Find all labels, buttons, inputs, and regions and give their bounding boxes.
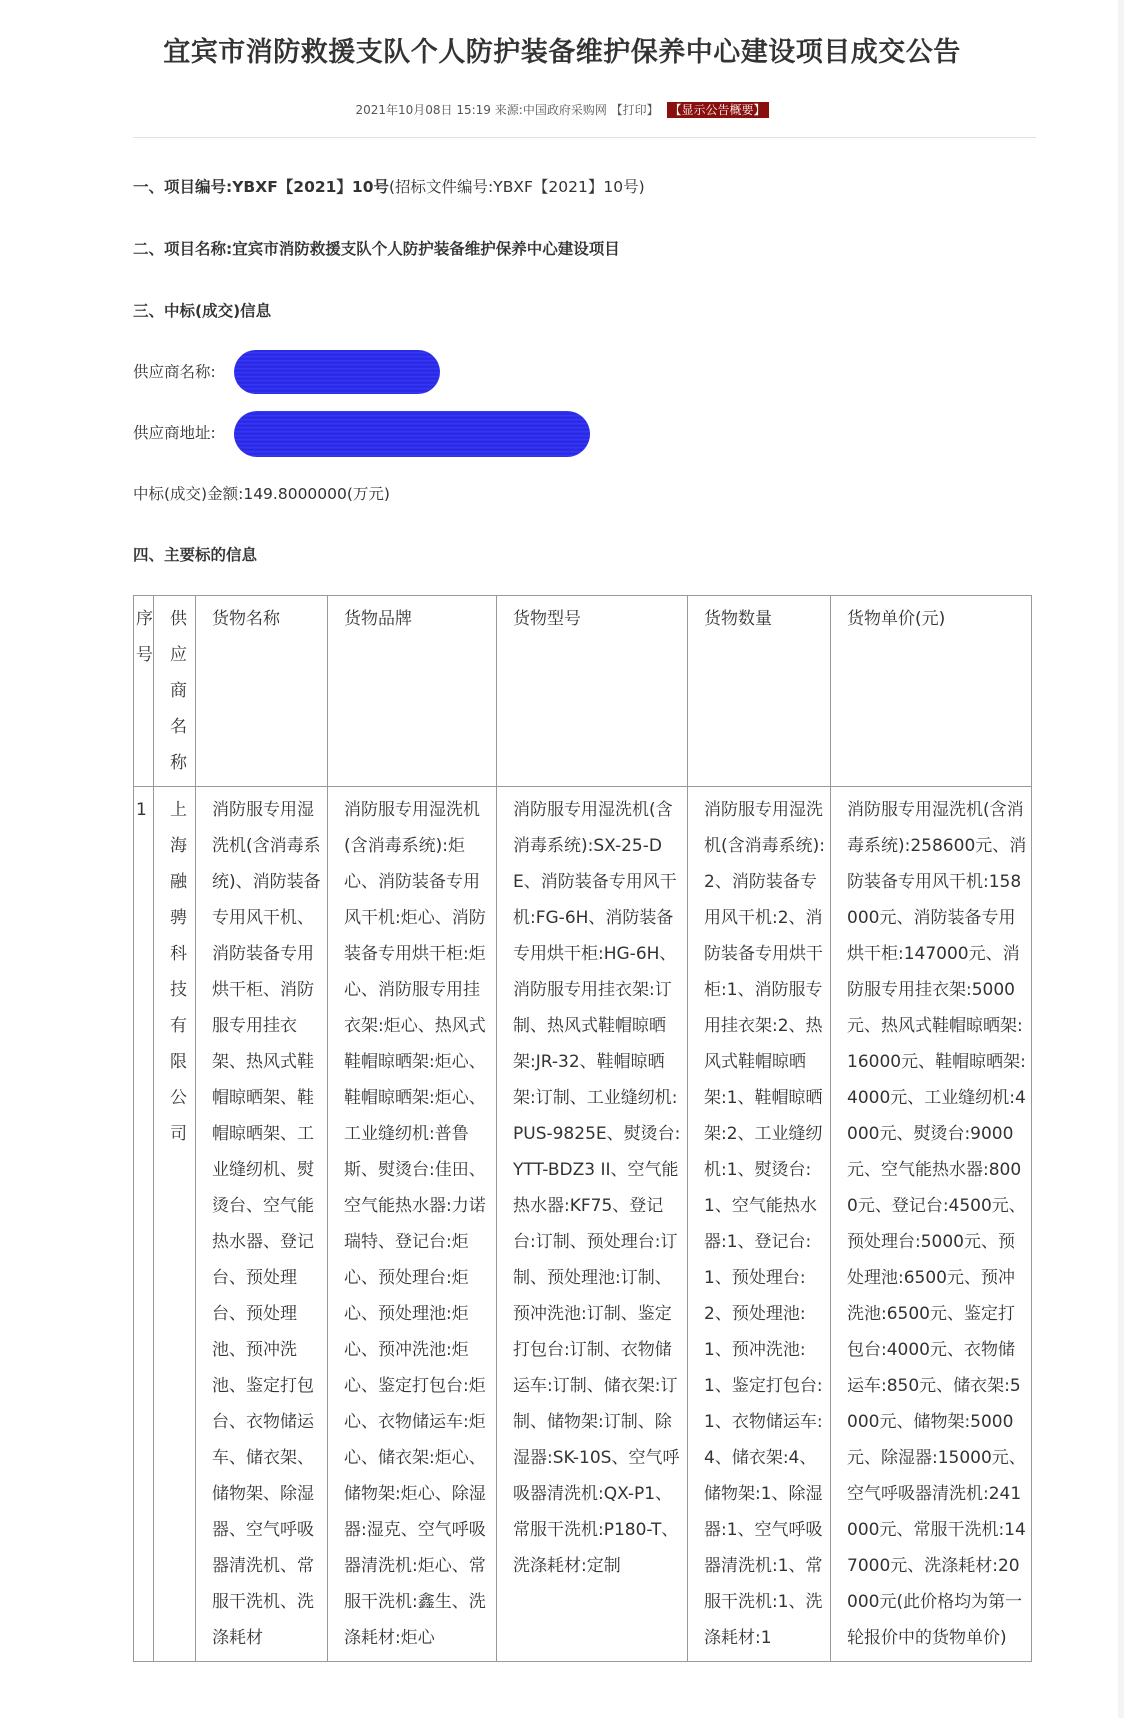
supplier-name-label: 供应商名称:	[133, 363, 216, 381]
main-subject-heading: 四、主要标的信息	[133, 546, 258, 564]
project-name-line	[133, 237, 620, 259]
table-row	[134, 787, 1032, 1662]
project-number-label: 一、项目编号:	[133, 178, 233, 196]
supplier-address-label: 供应商地址:	[133, 424, 216, 442]
project-name-value: 宜宾市消防救援支队个人防护装备维护保养中心建设项目	[232, 240, 620, 258]
show-summary-button[interactable]: 【显示公告概要】	[667, 102, 769, 118]
header-divider	[133, 137, 1036, 138]
source-label: 来源:	[494, 103, 523, 117]
page-title: 宜宾市消防救援支队个人防护装备维护保养中心建设项目成交公告	[163, 37, 961, 68]
table-header-row	[134, 596, 1032, 787]
header-cell-goods-name: 货物名称	[196, 596, 328, 787]
cell-supplier: 上海融骋科技有限公司	[154, 787, 196, 1662]
header-cell-quantity: 货物数量	[688, 596, 831, 787]
header-cell-model: 货物型号	[497, 596, 688, 787]
project-name-label: 二、项目名称:	[133, 240, 233, 258]
cell-quantity: 消防服专用湿洗机(含消毒系统):2、消防装备专用风干机:2、消防装备专用烘干柜:1、消防服专用挂衣架:2、热风式鞋帽晾晒架:1、鞋帽晾晒架:2、工业缝纫机:1、熨烫台:1、空气能热水器:1、登记台:1、预处理台:2、预处理池:1、预冲洗池:1、鉴定打包台:1、衣物储运车:4、储衣架:4、储物架:1、除湿器:1、空气呼吸器清洗机:1、常服干洗机:1、洗涤耗材:1	[688, 787, 831, 1662]
cell-no: 1	[134, 787, 154, 1662]
cell-unit-price: 消防服专用湿洗机(含消毒系统):258600元、消防装备专用风干机:158000元、消防装备专用烘干柜:147000元、消防服专用挂衣架:5000元、热风式鞋帽晾晒架:16000元、鞋帽晾晒架:4000元、工业缝纫机:4000元、熨烫台:9000元、空气能热水器:8000元、登记台:4500元、预处理台:5000元、预处理池:6500元、预冲洗池:6500元、鉴定打包台:4000元、衣物储运车:850元、储衣架:5000元、储物架:5000元、除湿器:15000元、空气呼吸器清洗机:241000元、常服干洗机:147000元、洗涤耗材:20000元(此价格均为第一轮报价中的货物单价)	[831, 787, 1032, 1662]
article-meta	[0, 101, 1124, 118]
cell-brand: 消防服专用湿洗机(含消毒系统):炬心、消防装备专用风干机:炬心、消防装备专用烘干柜:炬心、消防服专用挂衣架:炬心、热风式鞋帽晾晒架:炬心、鞋帽晾晒架:炬心、工业缝纫机:普鲁斯、熨烫台:佳田、空气能热水器:力诺瑞特、登记台:炬心、预处理台:炬心、预处理池:炬心、预冲洗池:炬心、鉴定打包台:炬心、衣物储运车:炬心、储衣架:炬心、储物架:炬心、除湿器:湿克、空气呼吸器清洗机:炬心、常服干洗机:鑫生、洗涤耗材:炬心	[328, 787, 497, 1662]
publish-date: 2021年10月08日 15:19	[355, 103, 491, 117]
print-link[interactable]: 【打印】	[610, 103, 659, 117]
project-number-line	[133, 175, 645, 197]
supplier-address-redaction	[234, 411, 590, 457]
cell-goods-name: 消防服专用湿洗机(含消毒系统)、消防装备专用风干机、消防装备专用烘干柜、消防服专用挂衣架、热风式鞋帽晾晒架、鞋帽晾晒架、工业缝纫机、熨烫台、空气能热水器、登记台、预处理台、预处理池、预冲洗池、鉴定打包台、衣物储运车、储衣架、储物架、除湿器、空气呼吸器清洗机、常服干洗机、洗涤耗材	[196, 787, 328, 1662]
award-amount-label: 中标(成交)金额:	[133, 485, 244, 503]
award-amount-line	[133, 482, 390, 504]
goods-table	[133, 595, 1032, 1662]
header-cell-no: 序号	[134, 596, 154, 787]
award-amount-value: 149.8000000(万元)	[243, 485, 390, 503]
header-cell-supplier: 供应商名称	[154, 596, 196, 787]
supplier-address-line	[133, 421, 216, 443]
cell-model: 消防服专用湿洗机(含消毒系统):SX-25-DE、消防装备专用风干机:FG-6H、消防装备专用烘干柜:HG-6H、消防服专用挂衣架:订制、热风式鞋帽晾晒架:JR-32、鞋帽晾晒架:订制、工业缝纫机:PUS-9825E、熨烫台:YTT-BDZ3 II、空气能热水器:KF75、登记台:订制、预处理台:订制、预处理池:订制、预冲洗池:订制、鉴定打包台:订制、衣物储运车:订制、储衣架:订制、储物架:订制、除湿器:SK-10S、空气呼吸器清洗机:QX-P1、常服干洗机:P180-T、洗涤耗材:定制	[497, 787, 688, 1662]
supplier-name-line	[133, 360, 216, 382]
source-name: 中国政府采购网	[522, 103, 607, 117]
window-edge	[1118, 0, 1124, 1718]
supplier-name-redaction	[234, 350, 440, 394]
header-cell-brand: 货物品牌	[328, 596, 497, 787]
award-info-heading: 三、中标(成交)信息	[133, 302, 272, 320]
tender-doc-number: (招标文件编号:YBXF【2021】10号)	[389, 178, 645, 196]
project-number-value: YBXF【2021】10号	[232, 178, 389, 196]
header-cell-unit-price: 货物单价(元)	[831, 596, 1032, 787]
